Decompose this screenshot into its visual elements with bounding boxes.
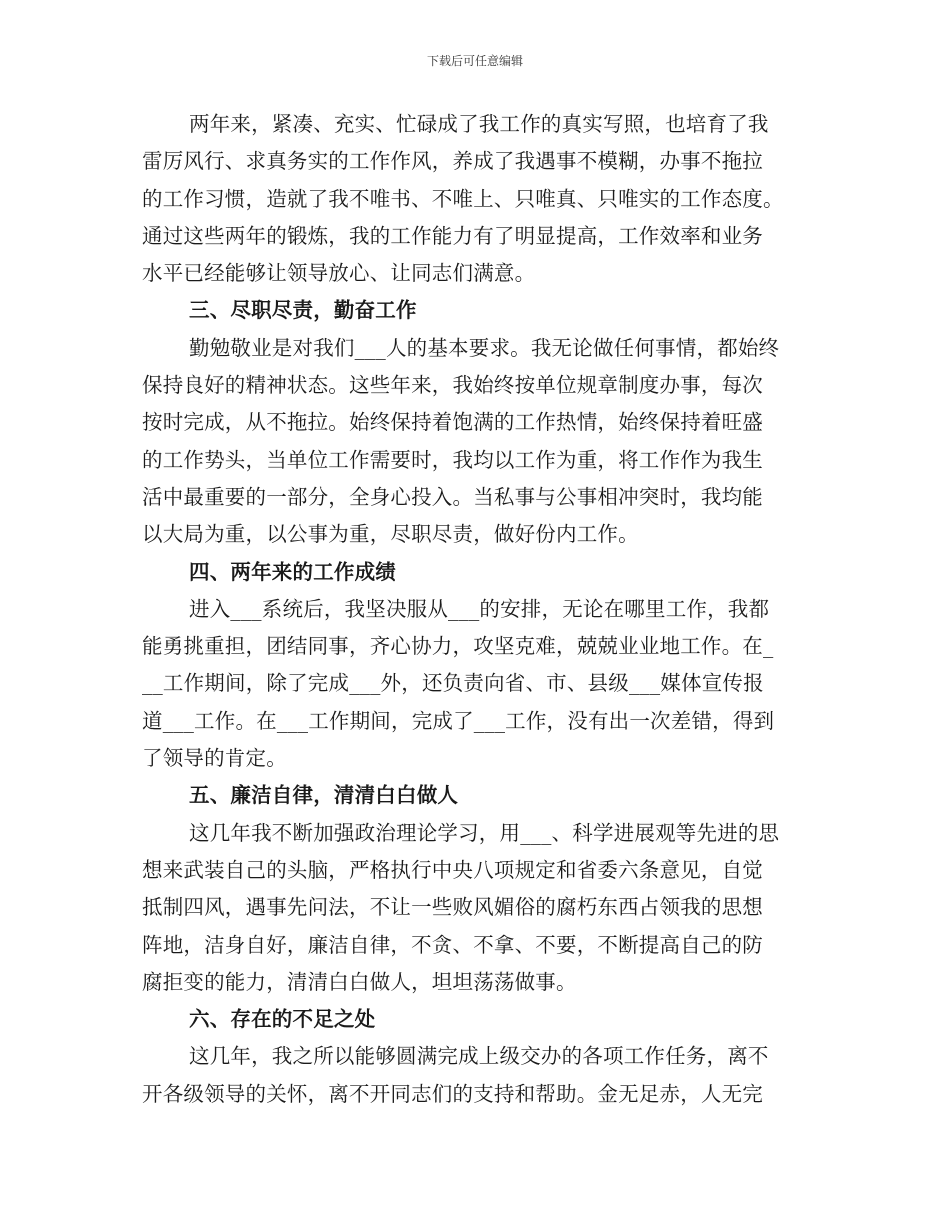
- section-heading: 三、尽职尽责，勤奋工作: [189, 298, 417, 323]
- body-line: 勤勉敬业是对我们___人的基本要求。我无论做任何事情，都始终: [189, 335, 780, 360]
- body-line: __工作期间，除了完成___外，还负责向省、市、县级___媒体宣传报: [142, 671, 764, 696]
- page-header: 下载后可任意编辑: [426, 54, 523, 68]
- body-line: 这几年，我之所以能够圆满完成上级交办的各项工作任务，离不: [189, 1044, 769, 1069]
- body-line: 开各级领导的关怀，离不开同志们的支持和帮助。金无足赤，人无完: [142, 1081, 763, 1106]
- body-line: 腐拒变的能力，清清白白做人，坦坦荡荡做事。: [142, 969, 577, 994]
- body-line: 想来武装自己的头脑，严格执行中央八项规定和省委六条意见，自觉: [142, 857, 763, 882]
- body-line: 两年来，紧凑、充实、忙碌成了我工作的真实写照，也培育了我: [189, 112, 769, 136]
- body-line: 的工作习惯，造就了我不唯书、不唯上、只唯真、只唯实的工作态度。: [142, 186, 784, 211]
- document-body: [142, 106, 822, 1113]
- section-heading: 五、廉洁自律，清清白白做人: [189, 783, 459, 808]
- body-line: 水平已经能够让领导放心、让同志们满意。: [142, 261, 536, 286]
- section-heading: 六、存在的不足之处: [189, 1007, 376, 1032]
- body-line: 活中最重要的一部分，全身心投入。当私事与公事相冲突时，我均能: [142, 484, 763, 509]
- body-line: 保持良好的精神状态。这些年来，我始终按单位规章制度办事，每次: [142, 373, 763, 398]
- section-heading: 四、两年来的工作成绩: [189, 559, 396, 584]
- body-line: 能勇挑重担，团结同事，齐心协力，攻坚克难，兢兢业业地工作。在_: [142, 634, 774, 659]
- body-line: 的工作势头，当单位工作需要时，我均以工作为重，将工作作为我生: [142, 447, 763, 472]
- body-line: 通过这些两年的锻炼，我的工作能力有了明显提高，工作效率和业务: [142, 223, 763, 248]
- body-line: 进入___系统后，我坚决服从___的安排，无论在哪里工作，我都: [189, 596, 770, 621]
- body-line: 道___工作。在___工作期间，完成了___工作，没有出一次差错，得到: [142, 708, 775, 733]
- body-line: 雷厉风行、求真务实的工作作风，养成了我遇事不模糊，办事不拖拉: [142, 149, 763, 174]
- body-line: 这几年我不断加强政治理论学习，用___、科学进展观等先进的思: [189, 820, 780, 845]
- body-line: 阵地，洁身自好，廉洁自律，不贪、不拿、不要，不断提高自己的防: [142, 932, 763, 957]
- body-line: 了领导的肯定。: [142, 746, 287, 771]
- body-line: 以大局为重，以公事为重，尽职尽责，做好份内工作。: [142, 522, 639, 547]
- body-line: 抵制四风，遇事先问法，不让一些败风媚俗的腐朽东西占领我的思想: [142, 895, 763, 920]
- body-line: 按时完成，从不拖拉。始终保持着饱满的工作热情，始终保持着旺盛: [142, 410, 763, 435]
